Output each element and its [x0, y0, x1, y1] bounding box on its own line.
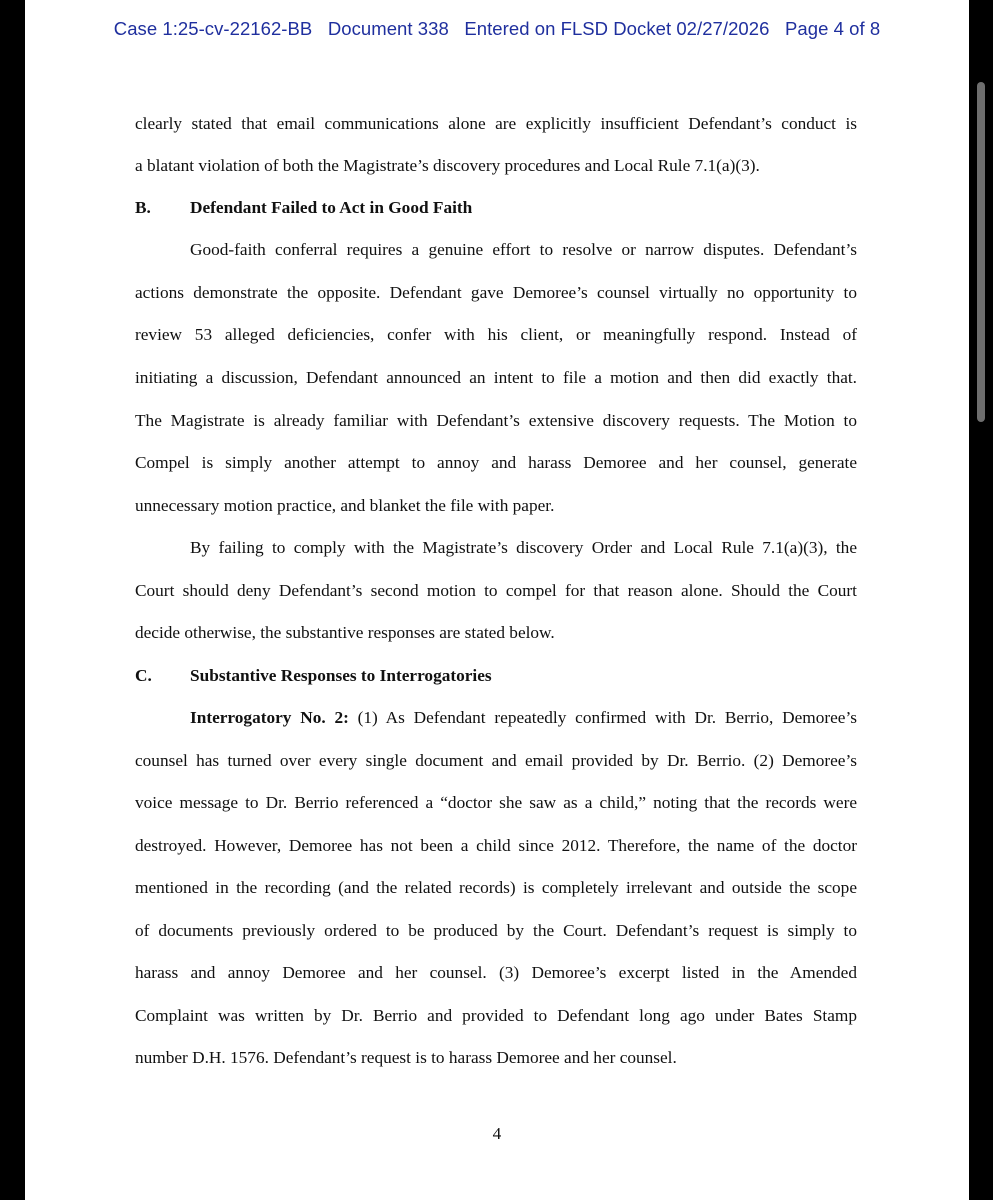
body-line: harass and annoy Demoree and her counsel. (3) Demoree’s excerpt listed in the Amended: [135, 963, 857, 982]
interrogatory-label: Interrogatory No. 2:: [190, 708, 349, 727]
body-line: By failing to comply with the Magistrate’s discovery Order and Local Rule 7.1(a)(3), the: [190, 538, 857, 557]
body-line: of documents previously ordered to be produced by the Court. Defendant’s request is simply to: [135, 921, 857, 940]
page-indicator: Page 4 of 8: [785, 18, 881, 39]
body-line: a blatant violation of both the Magistrate’s discovery procedures and Local Rule 7.1(a)(3).: [135, 156, 760, 175]
body-line: Compel is simply another attempt to annoy and harass Demoree and her counsel, generate: [135, 453, 857, 472]
document-number: Document 338: [327, 18, 449, 39]
body-line: unnecessary motion practice, and blanket the file with paper.: [135, 496, 555, 515]
body-line: The Magistrate is already familiar with Defendant’s extensive discovery requests. The Motion to: [135, 411, 857, 430]
section-c-heading: [135, 666, 857, 686]
section-b-heading: [135, 198, 857, 218]
document-page: [25, 0, 969, 1200]
body-line: voice message to Dr. Berrio referenced a “doctor she saw as a child,” noting that the records were: [135, 793, 857, 812]
docket-entry-date: Entered on FLSD Docket 02/27/2026: [464, 18, 770, 39]
body-line: number D.H. 1576. Defendant’s request is to harass Demoree and her counsel.: [135, 1048, 677, 1067]
case-number: Case 1:25-cv-22162-BB: [113, 18, 313, 39]
body-line: counsel has turned over every single document and email provided by Dr. Berrio. (2) Demoree’s: [135, 751, 857, 770]
body-line: destroyed. However, Demoree has not been a child since 2012. Therefore, the name of the doctor: [135, 836, 857, 855]
body-line: clearly stated that email communications alone are explicitly insufficient Defendant’s conduct is: [135, 114, 857, 133]
page-number: 4: [492, 1124, 502, 1143]
section-c-title: Substantive Responses to Interrogatories: [190, 666, 492, 685]
body-line: mentioned in the recording (and the related records) is completely irrelevant and outside the scope: [135, 878, 857, 897]
body-line: Court should deny Defendant’s second motion to compel for that reason alone. Should the Court: [135, 581, 857, 600]
body-line: actions demonstrate the opposite. Defendant gave Demoree’s counsel virtually no opportunity to: [135, 283, 857, 302]
body-line: Complaint was written by Dr. Berrio and provided to Defendant long ago under Bates Stamp: [135, 1006, 857, 1025]
section-b-title: Defendant Failed to Act in Good Faith: [190, 198, 473, 217]
body-line: initiating a discussion, Defendant announced an intent to file a motion and then did exactly that.: [135, 368, 857, 387]
interrogatory-text: (1) As Defendant repeatedly confirmed with Dr. Berrio, Demoree’s: [348, 708, 857, 727]
body-line: review 53 alleged deficiencies, confer with his client, or meaningfully respond. Instead of: [135, 325, 857, 344]
section-c-letter: C.: [135, 666, 152, 685]
interrogatory-2-first-line: [190, 708, 857, 728]
scrollbar-thumb[interactable]: [977, 82, 985, 422]
docket-header-stamp: [25, 18, 969, 40]
section-b-letter: B.: [135, 198, 151, 217]
body-line: decide otherwise, the substantive responses are stated below.: [135, 623, 555, 642]
body-line: Good-faith conferral requires a genuine effort to resolve or narrow disputes. Defendant’s: [190, 240, 857, 259]
